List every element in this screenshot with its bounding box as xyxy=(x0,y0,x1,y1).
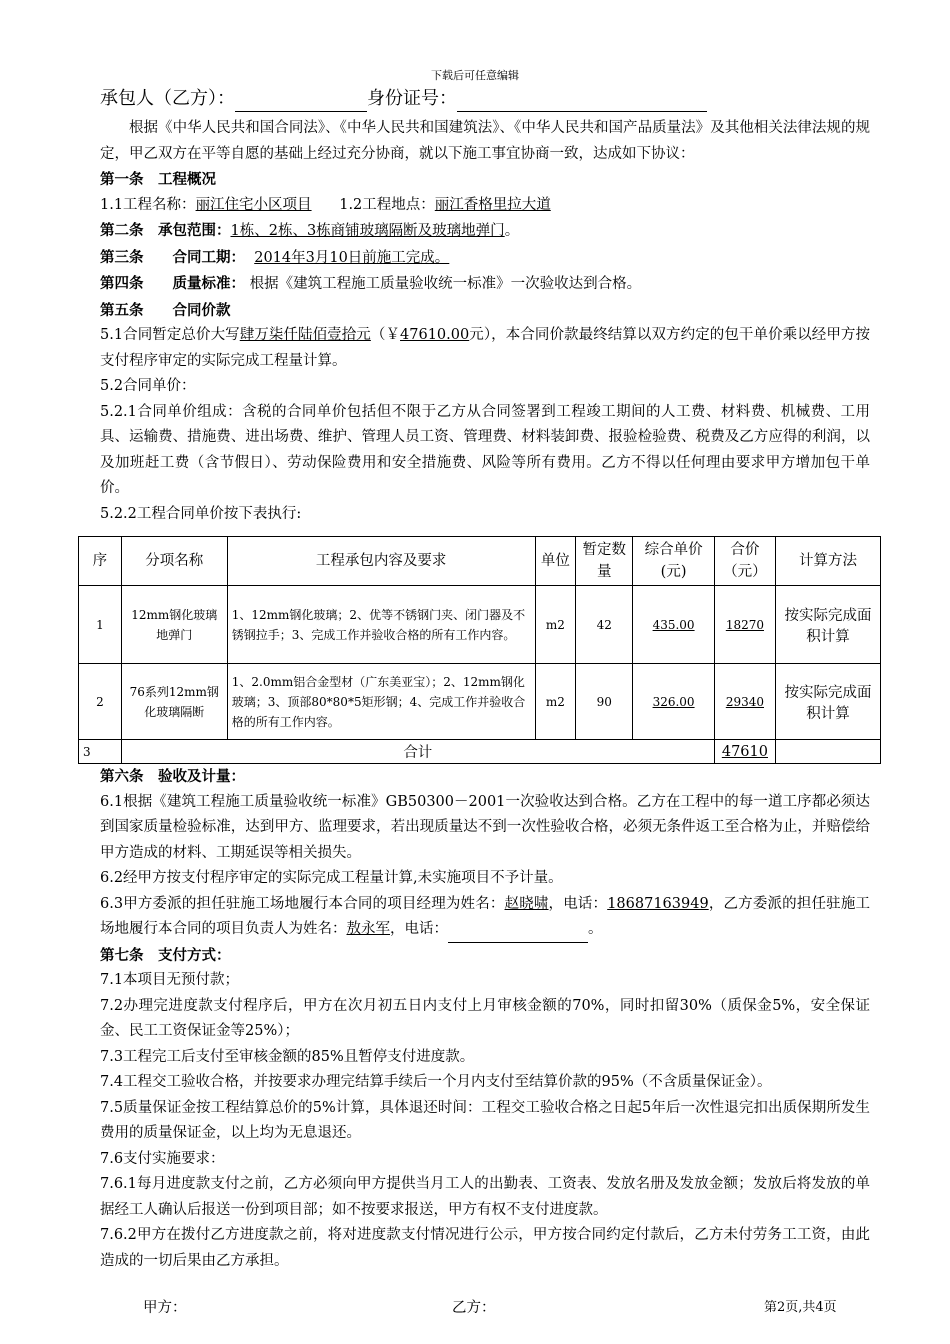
party-b-line xyxy=(100,86,870,112)
row-qty: 90 xyxy=(576,664,633,740)
col-header: 暂定数量 xyxy=(576,537,633,586)
page-number: 第2页,共4页 xyxy=(764,1300,837,1315)
clause-5-2-2: 5.2.2工程合同单价按下表执行: xyxy=(100,505,302,522)
article-5-title: 第五条 合同价款 xyxy=(100,301,231,319)
clause-7-5: 7.5质量保证金按工程结算总价的5%计算，具体退还时间：工程交工验收合格之日起5年后一次性退完扣出质保期所发生费用的质量保证金，以上均为无息退还。 xyxy=(100,1099,870,1141)
quality-value: 根据《建筑工程施工质量验收统一标准》一次验收达到合格。 xyxy=(249,276,642,292)
footer-party-a: 甲方： xyxy=(143,1300,187,1316)
row-unit-price: 326.00 xyxy=(633,664,715,740)
party-b-blank[interactable] xyxy=(235,93,367,112)
clause-7-6-1: 7.6.1每月进度款支付之前，乙方必须向甲方提供当月工人的出勤表、工资表、发放名册及发放金额；发放后将发放的单据经工人确认后报送一份到项目部；如不按要求报送，甲方有权不支付进度款。 xyxy=(100,1176,870,1218)
row-content: 1、12mm钢化玻璃；2、优等不锈钢门夹、闭门器及不锈钢拉手；3、完成工作并验收合格的所有工作内容。 xyxy=(227,586,535,664)
article-3-line xyxy=(100,245,870,272)
col-header: 序 xyxy=(79,537,122,586)
intro-paragraph: 根据《中华人民共和国合同法》、《中华人民共和国建筑法》、《中华人民共和国产品质量法》及其他相关法律法规的规定，甲乙双方在平等自愿的基础上经过充分协商，就以下施工事宜协商一致，达成如下协议： xyxy=(100,120,870,162)
project-name-value: 丽江住宅小区项目 xyxy=(195,196,312,213)
clause-5-2-1: 5.2.1合同单价组成：含税的合同单价包括但不限于乙方从合同签署到工程竣工期间的人工费、材料费、机械费、工用具、运输费、措施费、进出场费、维护、管理人员工资、管理费、材料装卸费、报验检验费、税费及乙方应得的利润，以及加班赶工费（含节假日）、劳动保险费用和安全措施费、风险等所有费用。乙方不得以任何理由要求甲方增加包干单价。 xyxy=(100,403,870,496)
article-3-title: 第三条 合同工期： xyxy=(100,248,245,266)
clause-6-3-text-a: 6.3甲方委派的担任驻施工场地履行本合同的项目经理为姓名： xyxy=(100,895,505,912)
clause-5-1 xyxy=(100,323,870,374)
row-item-name: 76系列12mm钢化玻璃隔断 xyxy=(121,664,227,740)
row-no: 1 xyxy=(79,586,122,664)
amount-number: 47610.00 xyxy=(400,327,470,343)
clause-6-3 xyxy=(100,892,870,943)
clause-7-4: 7.4工程交工验收合格，并按要求办理完结算手续后一个月内支付至结算价款的95%（不含质量保证金）。 xyxy=(100,1074,772,1090)
col-header: 工程承包内容及要求 xyxy=(227,537,535,586)
clause-7-2: 7.2办理完进度款支付程序后，甲方在次月初五日内支付上月审核金额的70%，同时扣留30%（质保金5%，安全保证金、民工工资保证金等25%）； xyxy=(100,997,870,1039)
footer-party-b: 乙方： xyxy=(452,1300,496,1316)
sum-total: 47610 xyxy=(714,740,775,764)
article-2-title: 第二条 承包范围： xyxy=(100,222,231,239)
scope-end: 。 xyxy=(504,223,520,239)
row-content: 1、2.0mm铝合金型材（广东美亚宝）；2、12mm钢化玻璃；3、顶部80*80*5矩形钢；4、完成工作并验收合格的所有工作内容。 xyxy=(227,664,535,740)
row-method: 按实际完成面积计算 xyxy=(775,586,880,664)
row-unit-price: 435.00 xyxy=(633,586,715,664)
row-total: 18270 xyxy=(714,586,775,664)
clause-6-2: 6.2经甲方按支付程序审定的实际完成工程量计算,未实施项目不予计量。 xyxy=(100,870,563,886)
article-1-line xyxy=(100,193,870,219)
clause-7-1: 7.1本项目无预付款； xyxy=(100,972,240,988)
article-1-title: 第一条 工程概况 xyxy=(100,171,216,188)
col-header: 合价（元） xyxy=(714,537,775,586)
row-method: 按实际完成面积计算 xyxy=(775,664,880,740)
row-unit: m2 xyxy=(535,664,576,740)
clause-7-3: 7.3工程完工后支付至审核金额的85%且暂停支付进度款。 xyxy=(100,1048,475,1065)
article-6-title: 第六条 验收及计量： xyxy=(100,768,245,785)
contract-body-lower xyxy=(100,764,870,1274)
clause-6-3-text-d: ，电话： xyxy=(390,921,448,937)
scope-value: 1栋、2栋、3栋商铺玻璃隔断及玻璃地弹门 xyxy=(230,223,505,239)
col-header: 计算方法 xyxy=(775,537,880,586)
project-name-label: 1.1工程名称： xyxy=(100,196,196,213)
sum-label: 合计 xyxy=(121,740,714,764)
clause-5-1-text-a: 5.1合同暂定总价大写 xyxy=(100,327,240,343)
manager-phone: 18687163949 xyxy=(607,895,709,912)
amount-chinese: 肆万柒仟陆佰壹拾元 xyxy=(239,327,371,343)
clause-5-2: 5.2合同单价： xyxy=(100,378,196,394)
project-place-value: 丽江香格里拉大道 xyxy=(434,196,551,213)
row-qty: 42 xyxy=(576,586,633,664)
row-total: 29340 xyxy=(714,664,775,740)
article-2-line xyxy=(100,218,870,245)
party-b-label: 承包人（乙方）： xyxy=(100,88,235,109)
article-4-line xyxy=(100,271,870,298)
sum-method-empty xyxy=(775,740,880,764)
article-4-title: 第四条 质量标准： xyxy=(100,275,245,292)
contract-body xyxy=(100,86,870,527)
row-item-name: 12mm钢化玻璃地弹门 xyxy=(121,586,227,664)
row-no: 2 xyxy=(79,664,122,740)
header-note: 下载后可任意编辑 xyxy=(431,69,519,82)
clause-6-3-text-b: ，电话： xyxy=(548,895,608,912)
col-header: 综合单价(元) xyxy=(633,537,715,586)
clause-6-1: 6.1根据《建筑工程施工质量验收统一标准》GB50300－2001一次验收达到合格。乙方在工程中的每一道工序都必须达到国家质量检验标准，达到甲方、监理要求，若出现质量达不到一次性验收合格，必须无条件返工至合格为止，并赔偿给甲方造成的材料、工期延误等相关损失。 xyxy=(100,793,870,861)
id-label: 身份证号： xyxy=(367,88,457,109)
clause-6-3-text-c: ，乙方委派的担任驻施工场地履行本合同的项目负责人为姓名： xyxy=(100,895,871,937)
table-row xyxy=(79,664,881,740)
id-blank[interactable] xyxy=(457,93,707,112)
sum-row-no: 3 xyxy=(79,740,122,764)
project-place-label: 1.2工程地点： xyxy=(339,196,435,213)
leader-name: 敖永军 xyxy=(346,921,390,937)
manager-name: 赵晓啸 xyxy=(504,895,549,912)
table-sum-row xyxy=(79,740,881,764)
row-unit: m2 xyxy=(535,586,576,664)
table-row xyxy=(79,586,881,664)
clause-6-3-text-e: 。 xyxy=(588,921,603,937)
clause-7-6: 7.6支付实施要求： xyxy=(100,1150,225,1167)
period-value: 2014年3月10日前施工完成。 xyxy=(254,249,450,266)
col-header: 单位 xyxy=(535,537,576,586)
clause-7-6-2: 7.6.2甲方在拨付乙方进度款之前，将对进度款支付情况进行公示，甲方按合同约定付款后，乙方未付劳务工工资，由此造成的一切后果由乙方承担。 xyxy=(100,1227,870,1269)
article-7-title: 第七条 支付方式： xyxy=(100,946,231,964)
col-header: 分项名称 xyxy=(121,537,227,586)
clause-5-1-text-c: 元），本合同价款最终结算以双方约定的包干单价乘以经甲方按支付程序审定的实际完成工程量计算。 xyxy=(100,327,871,369)
clause-5-1-text-b: （￥ xyxy=(370,327,401,343)
table-header-row xyxy=(79,537,881,586)
price-table xyxy=(78,536,881,764)
leader-phone-blank[interactable] xyxy=(448,924,588,943)
